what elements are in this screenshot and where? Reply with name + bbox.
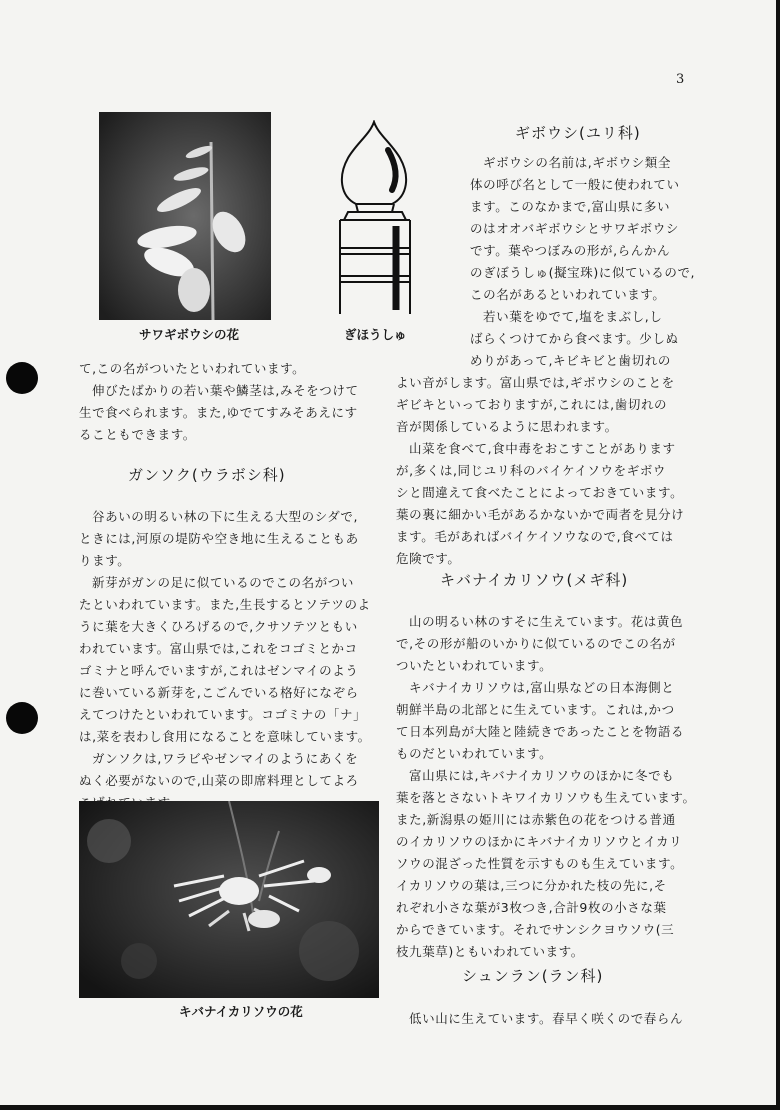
- text-line: です。葉やつぼみの形が,らんかん: [470, 243, 671, 258]
- text-line: えてつけたといわれています。コゴミナの「ナ」: [79, 707, 367, 722]
- text-line: に巻いている新芽を,こごんでいる格好になぞら: [79, 685, 359, 700]
- text-line: たといわれています。また,生長するとソテツのよ: [79, 597, 371, 612]
- text-line: 伸びたばかりの若い葉や鱗茎は,みそをつけて: [92, 383, 359, 398]
- punch-hole: [6, 362, 38, 394]
- gibōshi-text-narrow: [470, 152, 695, 372]
- text-line: で,その形が船のいかりに似ているのでこの名が: [396, 636, 676, 651]
- text-line: 谷あいの明るい林の下に生える大型のシダで,: [92, 509, 359, 524]
- text-line: 富山県には,キバナイカリソウのほかに冬でも: [409, 768, 675, 783]
- text-line: ガンソクは,ワラビやゼンマイのようにあくを: [92, 751, 359, 766]
- text-line: 山菜を食べて,食中毒をおこすことがあります: [409, 441, 676, 456]
- text-line: ばらくつけてから食べます。少しぬ: [470, 331, 679, 346]
- text-line: ます。毛があればバイケイソウなので,食べては: [396, 529, 674, 544]
- text-line: のぎぼうしゅ(擬宝珠)に似ているので,: [470, 265, 696, 280]
- hosta-photo-caption: サワギボウシの花: [139, 327, 240, 342]
- text-line: 山の明るい林のすそに生えています。花は黄色: [409, 614, 684, 629]
- text-line: よい音がします。富山県では,ギボウシのことを: [396, 375, 675, 390]
- text-line: ギボウシの名前は,ギボウシ類全: [483, 155, 671, 170]
- text-line: 体の呼び名として一般に使われてい: [470, 177, 680, 192]
- text-line: 葉を落とさないトキワイカリソウも生えています。: [396, 790, 696, 805]
- text-line: て,この名がついたといわれています。: [79, 361, 306, 376]
- gibōshi-continuation: [79, 358, 359, 446]
- text-line: のイカリソウのほかにキバナイカリソウとイカリ: [396, 834, 683, 849]
- text-line: 若い葉をゆでて,塩をまぶし,し: [483, 309, 663, 324]
- text-line: シと間違えて食べたことによっておきています。: [396, 485, 684, 500]
- giboshu-caption: ぎほうしゅ: [344, 327, 407, 342]
- text-line: ときには,河原の堤防や空き地に生えることもあ: [79, 531, 359, 546]
- text-line: が,多くは,同じユリ科のバイケイソウをギボウ: [396, 463, 667, 478]
- text-line: うに葉を大きくひろげるので,クサソテツともい: [79, 619, 358, 634]
- text-line: 新芽がガンの足に似ているのでこの名がつい: [92, 575, 355, 590]
- text-line: れぞれ小さな葉が3枚つき,合計9枚の小さな葉: [396, 900, 667, 915]
- text-line: ソウの混ざった性質を示すものも生えています。: [396, 856, 684, 871]
- gansoku-heading: ガンソク(ウラボシ科): [128, 466, 286, 484]
- page-number: 3: [676, 72, 685, 87]
- text-line: ます。このなかまで,富山県に多い: [470, 199, 671, 214]
- giboshu-illustration: [330, 120, 430, 316]
- text-line: 低い山に生えています。春早く咲くので春らん: [409, 1011, 684, 1026]
- text-line: ります。: [79, 553, 131, 568]
- text-line: めりがあって,キビキビと歯切れの: [470, 353, 671, 368]
- text-line: 朝鮮半島の北部とに生えています。これは,かつ: [396, 702, 675, 717]
- kibanaikarisou-photo-caption: キバナイカリソウの花: [179, 1004, 303, 1019]
- hosta-photo: [99, 112, 271, 320]
- text-line: ゴミナと呼んでいますが,これはゼンマイのよう: [79, 663, 359, 678]
- gibōshi-heading: ギボウシ(ユリ科): [515, 124, 641, 142]
- text-line: われています。富山県では,これをコゴミとかコ: [79, 641, 358, 656]
- text-line: ものだといわれています。: [396, 746, 553, 761]
- gibōshi-text-wide: [396, 372, 684, 570]
- text-line: キバナイカリソウは,富山県などの日本海側と: [409, 680, 675, 695]
- text-line: また,新潟県の姫川には赤紫色の花をつける普通: [396, 812, 676, 827]
- shunran-text: [396, 1008, 683, 1030]
- text-line: この名があるといわれています。: [470, 287, 666, 302]
- shunran-heading: シュンラン(ラン科): [462, 967, 604, 985]
- text-line: ついたといわれています。: [396, 658, 553, 673]
- text-line: 音が関係しているように思われます。: [396, 419, 618, 434]
- page-edge-right: [776, 0, 780, 1110]
- kibanaikarisou-text: [396, 611, 696, 963]
- text-line: 生で食べられます。また,ゆでてすみそあえにす: [79, 405, 358, 420]
- text-line: からできています。それでサンシクヨウソウ(三: [396, 922, 675, 937]
- text-line: 枝九葉草)ともいわれています。: [396, 944, 584, 959]
- text-line: 葉の裏に細かい毛があるかないかで両者を見分け: [396, 507, 685, 522]
- text-line: のはオオバギボウシとサワギボウシ: [470, 221, 679, 236]
- punch-hole: [6, 702, 38, 734]
- text-line: イカリソウの葉は,三つに分かれた枝の先に,そ: [396, 878, 667, 893]
- page-edge-bottom: [0, 1105, 780, 1110]
- text-line: 危険です。: [396, 551, 461, 566]
- text-line: は,菜を表わし食用になることを意味しています。: [79, 729, 371, 744]
- text-line: ぬく必要がないので,山菜の即席料理としてよろ: [79, 773, 359, 788]
- text-line: ギビキといっておりますが,これには,歯切れの: [396, 397, 668, 412]
- gansoku-text: [79, 506, 371, 814]
- kibanaikarisou-heading: キバナイカリソウ(メギ科): [440, 571, 629, 589]
- text-line: て日本列島が大陸と陸続きであったことを物語る: [396, 724, 685, 739]
- text-line: ることもできます。: [79, 427, 196, 442]
- kibanaikarisou-photo: [79, 801, 379, 998]
